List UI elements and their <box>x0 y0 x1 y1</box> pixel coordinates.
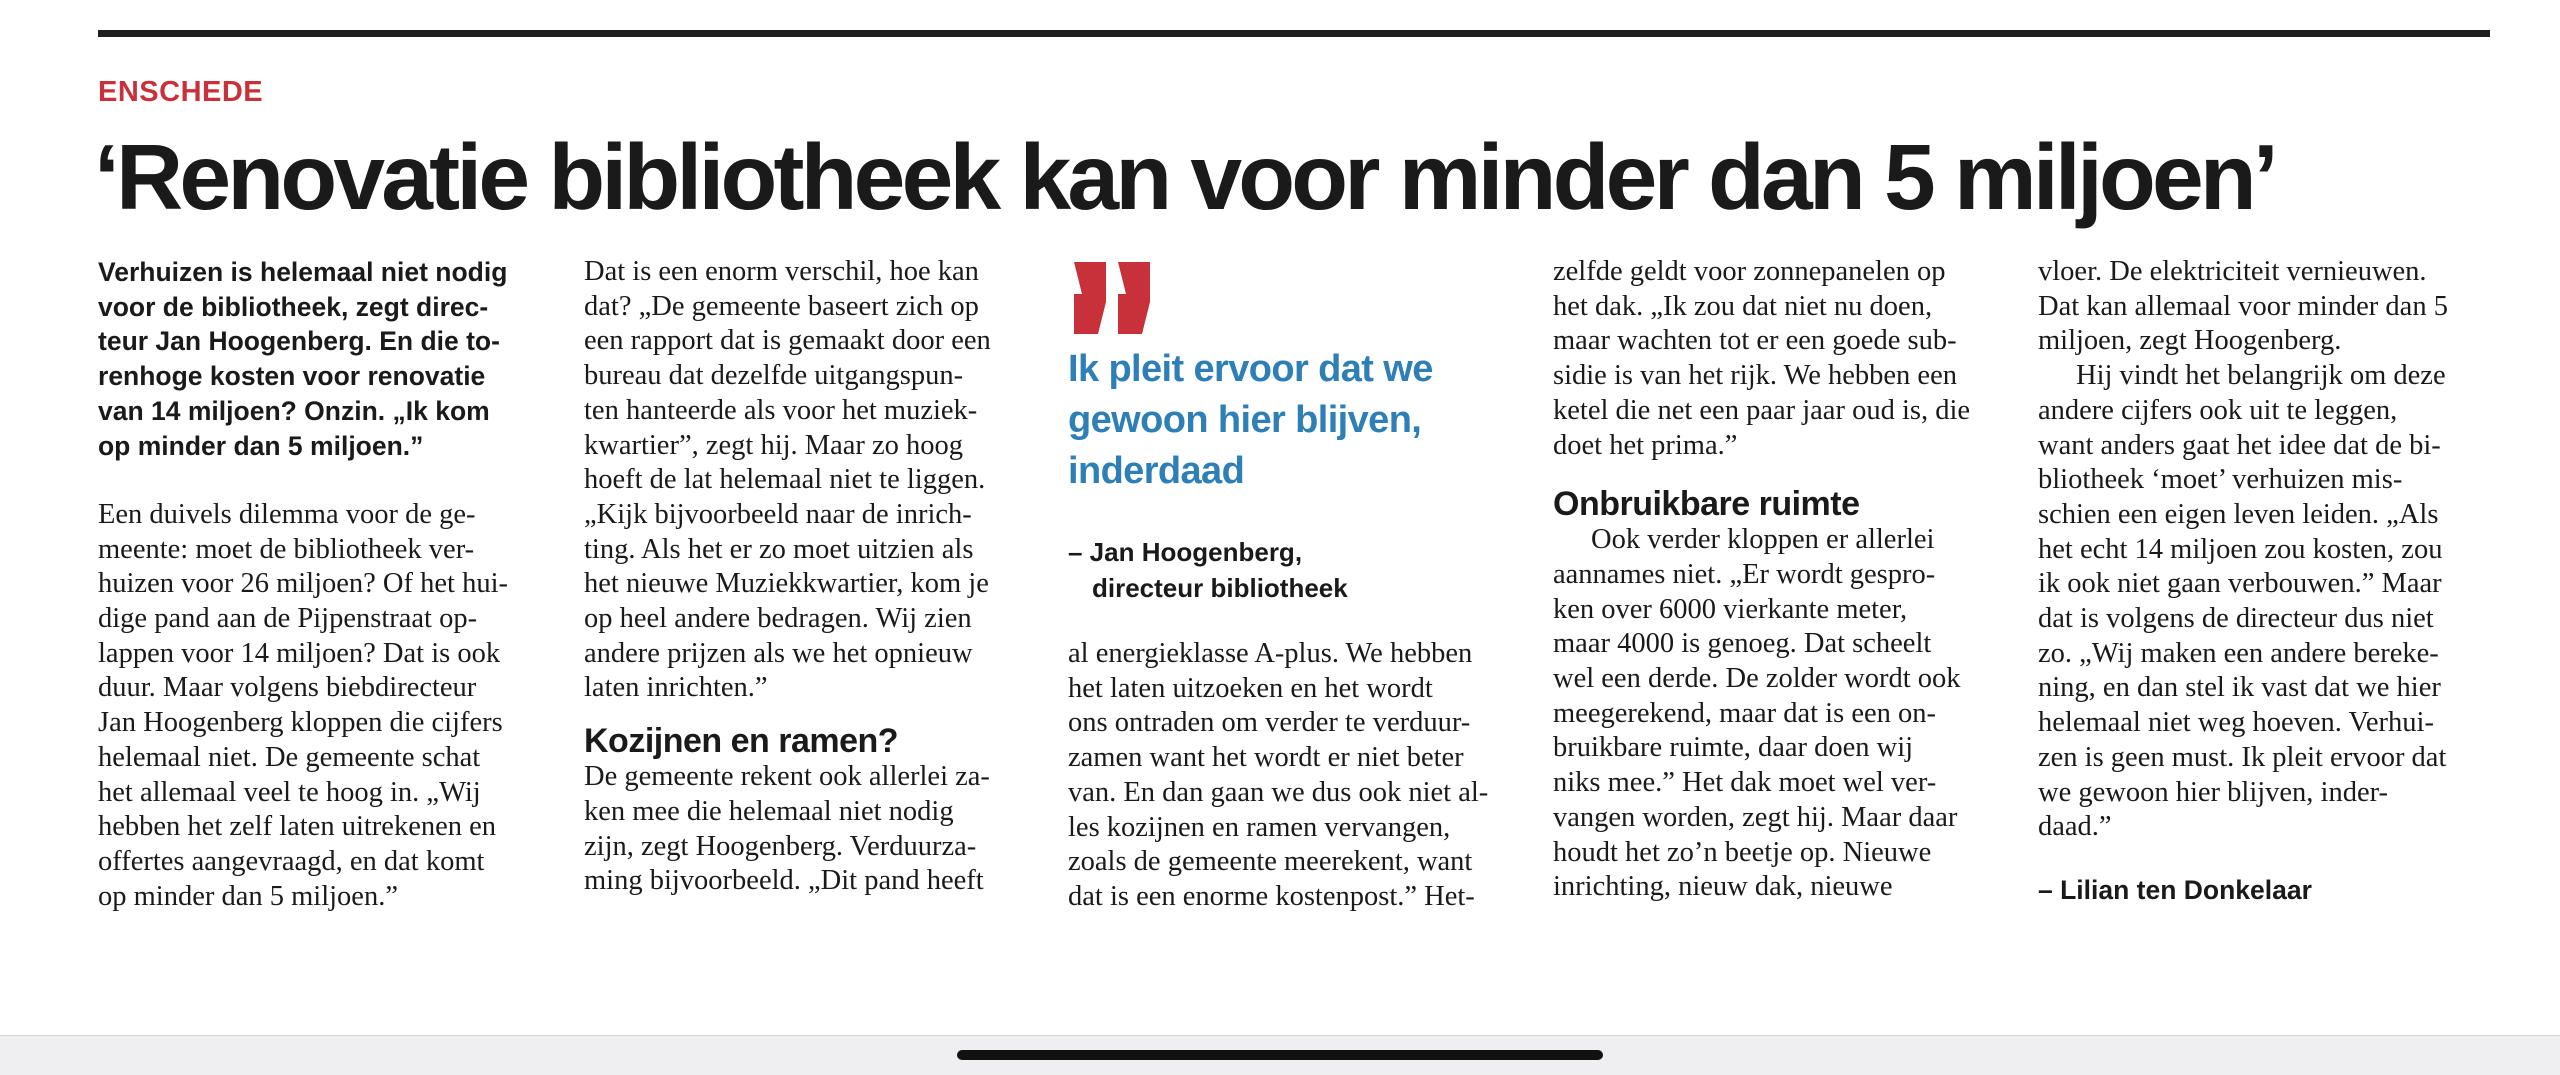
text-line: het laten uitzoeken en het wordt <box>1068 672 1433 704</box>
text-line: ik ook niet gaan verbouwen.” Maar <box>2038 568 2442 600</box>
text-line: doet het prima.” <box>1553 429 1738 461</box>
text-line: hoeft de lat helemaal niet te liggen. <box>584 464 986 496</box>
subheading-kozijnen: Kozijnen en ramen? <box>584 722 899 761</box>
column-3 <box>1068 637 1520 915</box>
text-line: Dat kan allemaal voor minder dan 5 <box>2038 290 2448 322</box>
text-line: zoals de gemeente meerekent, want <box>1068 846 1473 878</box>
text-line: ting. Als het er zo moet uitzien als <box>584 533 974 565</box>
body-paragraph <box>584 255 1036 706</box>
text-line: andere cijfers ook uit te leggen, <box>2038 394 2398 426</box>
column-4 <box>1553 255 2005 905</box>
text-line: niks mee.” Het dak moet wel ver- <box>1553 767 1937 799</box>
text-line: meente: moet de bibliotheek ver- <box>98 533 475 565</box>
text-line: hebben het zelf laten uitrekenen en <box>98 811 497 843</box>
text-line: miljoen, zegt Hoogenberg. <box>2038 325 2342 357</box>
body-paragraph <box>98 498 550 914</box>
attribution-role: directeur bibliotheek <box>1092 573 1348 603</box>
text-line: Dat is een enorm verschil, hoe kan <box>584 256 979 287</box>
text-line: dige pand aan de Pijpenstraat op- <box>98 603 478 635</box>
text-line: want anders gaat het idee dat de bi- <box>2038 429 2441 461</box>
subheading-onbruikbare: Onbruikbare ruimte <box>1553 485 1860 524</box>
headline: ‘Renovatie bibliotheek kan voor minder dan 5 miljoen’ <box>94 125 2275 229</box>
text-line: ken over 6000 vierkante meter, <box>1553 593 1908 625</box>
text-line: zamen want het wordt er niet beter <box>1068 742 1464 774</box>
text-line: renhoge kosten voor renovatie <box>98 361 486 392</box>
text-line: kwartier”, zegt hij. Maar zo hoog <box>584 429 964 461</box>
body-paragraph <box>1068 637 1520 915</box>
text-line: Hij vindt het belangrijk om deze <box>2076 360 2446 392</box>
text-line: les kozijnen en ramen vervangen, <box>1068 811 1451 843</box>
text-line: we gewoon hier blijven, inder- <box>2038 776 2389 808</box>
body-paragraph <box>2038 359 2490 845</box>
text-line: aannames niet. „Er wordt gespro- <box>1553 558 1936 590</box>
text-line: sidie is van het rijk. We hebben een <box>1553 360 1957 392</box>
text-line: het echt 14 miljoen zou kosten, zou <box>2038 533 2443 565</box>
text-line: op minder dan 5 miljoen.” <box>98 880 398 912</box>
body-paragraph <box>2038 255 2490 359</box>
text-line: voor de bibliotheek, zegt direc- <box>98 291 489 322</box>
text-line: Ik pleit ervoor dat we <box>1068 348 1433 390</box>
text-line: duur. Maar volgens biebdirecteur <box>98 672 477 704</box>
text-line: schien een eigen leven leiden. „Als <box>2038 498 2439 530</box>
column-1 <box>98 255 550 914</box>
body-paragraph <box>584 760 1036 899</box>
text-line: ming bijvoorbeeld. „Dit pand heeft <box>584 865 984 897</box>
text-line: het allemaal veel te hoog in. „Wij <box>98 776 481 808</box>
text-line: huizen voor 26 miljoen? Of het hui- <box>98 568 508 600</box>
text-line: ten hanteerde als voor het muziek- <box>584 394 978 426</box>
body-paragraph <box>1553 523 2005 905</box>
section-label: ENSCHEDE <box>98 76 264 108</box>
column-2 <box>584 255 1036 899</box>
text-line: inderdaad <box>1068 450 1245 492</box>
text-line: op heel andere bedragen. Wij zien <box>584 603 972 635</box>
text-line: ning, en dan stel ik vast dat we hier <box>2038 672 2441 704</box>
text-line: een rapport dat is gemaakt door een <box>584 325 991 357</box>
text-line: helemaal niet weg hoeven. Verhui- <box>2038 707 2434 739</box>
text-line: zijn, zegt Hoogenberg. Verduurza- <box>584 830 977 862</box>
text-line: ons ontraden om verder te verduur- <box>1068 707 1471 739</box>
text-line: het nieuwe Muziekkwartier, kom je <box>584 568 989 600</box>
text-line: bureau dat dezelfde uitgangspun- <box>584 360 964 392</box>
text-line: laten inrichten.” <box>584 672 768 704</box>
text-line: dat is volgens de directeur dus niet <box>2038 603 2434 635</box>
text-line: dat? „De gemeente baseert zich op <box>584 290 979 322</box>
text-line: Een duivels dilemma voor de ge- <box>98 498 476 530</box>
text-line: houdt het zo’n beetje op. Nieuwe <box>1553 836 1932 868</box>
top-rule <box>98 30 2490 37</box>
text-line: bruikbare ruimte, daar doen wij <box>1553 732 1914 764</box>
pull-quote <box>1068 344 1538 497</box>
text-line: maar wachten tot er een goede sub- <box>1553 325 1957 357</box>
text-line: lappen voor 14 miljoen? Dat is ook <box>98 637 501 669</box>
text-line: op minder dan 5 miljoen.” <box>98 430 424 461</box>
text-line: bliotheek ‘moet’ verhuizen mis- <box>2038 464 2403 496</box>
text-line: zelfde geldt voor zonnepanelen op <box>1553 256 1946 287</box>
column-5 <box>2038 255 2490 906</box>
text-line: Verhuizen is helemaal niet nodig <box>98 257 508 287</box>
text-line: ketel die net een paar jaar oud is, die <box>1553 394 1971 426</box>
text-line: dat is een enorme kostenpost.” Het- <box>1068 880 1475 912</box>
text-line: „Kijk bijvoorbeeld naar de inrich- <box>584 498 972 530</box>
quote-mark-icon <box>1068 262 1154 334</box>
text-line: wel een derde. De zolder wordt ook <box>1553 663 1961 695</box>
text-line: inrichting, nieuw dak, nieuwe <box>1553 871 1893 903</box>
text-line: maar 4000 is genoeg. Dat scheelt <box>1553 628 1932 660</box>
text-line: meegerekend, maar dat is een on- <box>1553 697 1936 729</box>
lead-paragraph <box>98 255 550 463</box>
text-line: gewoon hier blijven, <box>1068 399 1422 441</box>
text-line: offertes aangevraagd, en dat komt <box>98 845 485 877</box>
text-line: De gemeente rekent ook allerlei za- <box>584 761 990 793</box>
text-line: van. En dan gaan we dus ook niet al- <box>1068 776 1489 808</box>
text-line: ken mee die helemaal niet nodig <box>584 795 954 827</box>
text-line: helemaal niet. De gemeente schat <box>98 741 481 773</box>
text-line: zo. „Wij maken een andere bereke- <box>2038 637 2439 669</box>
home-indicator[interactable] <box>957 1050 1603 1060</box>
text-line: het dak. „Ik zou dat niet nu doen, <box>1553 290 1933 322</box>
text-line: daad.” <box>2038 811 2112 843</box>
text-line: vloer. De elektriciteit vernieuwen. <box>2038 256 2427 287</box>
byline: – Lilian ten Donkelaar <box>2038 874 2312 905</box>
text-line: Jan Hoogenberg kloppen die cijfers <box>98 707 503 739</box>
text-line: al energieklasse A-plus. We hebben <box>1068 638 1473 669</box>
attribution-name: – Jan Hoogenberg, <box>1068 537 1303 567</box>
pull-quote-attribution <box>1068 534 1538 606</box>
body-paragraph <box>1553 255 2005 463</box>
text-line: van 14 miljoen? Onzin. „Ik kom <box>98 395 490 426</box>
text-line: teur Jan Hoogenberg. En die to- <box>98 326 500 357</box>
text-line: Ook verder kloppen er allerlei <box>1591 524 1935 556</box>
text-line: zen is geen must. Ik pleit ervoor dat <box>2038 741 2447 773</box>
text-line: andere prijzen als we het opnieuw <box>584 637 973 669</box>
text-line: vangen worden, zegt hij. Maar daar <box>1553 801 1958 833</box>
